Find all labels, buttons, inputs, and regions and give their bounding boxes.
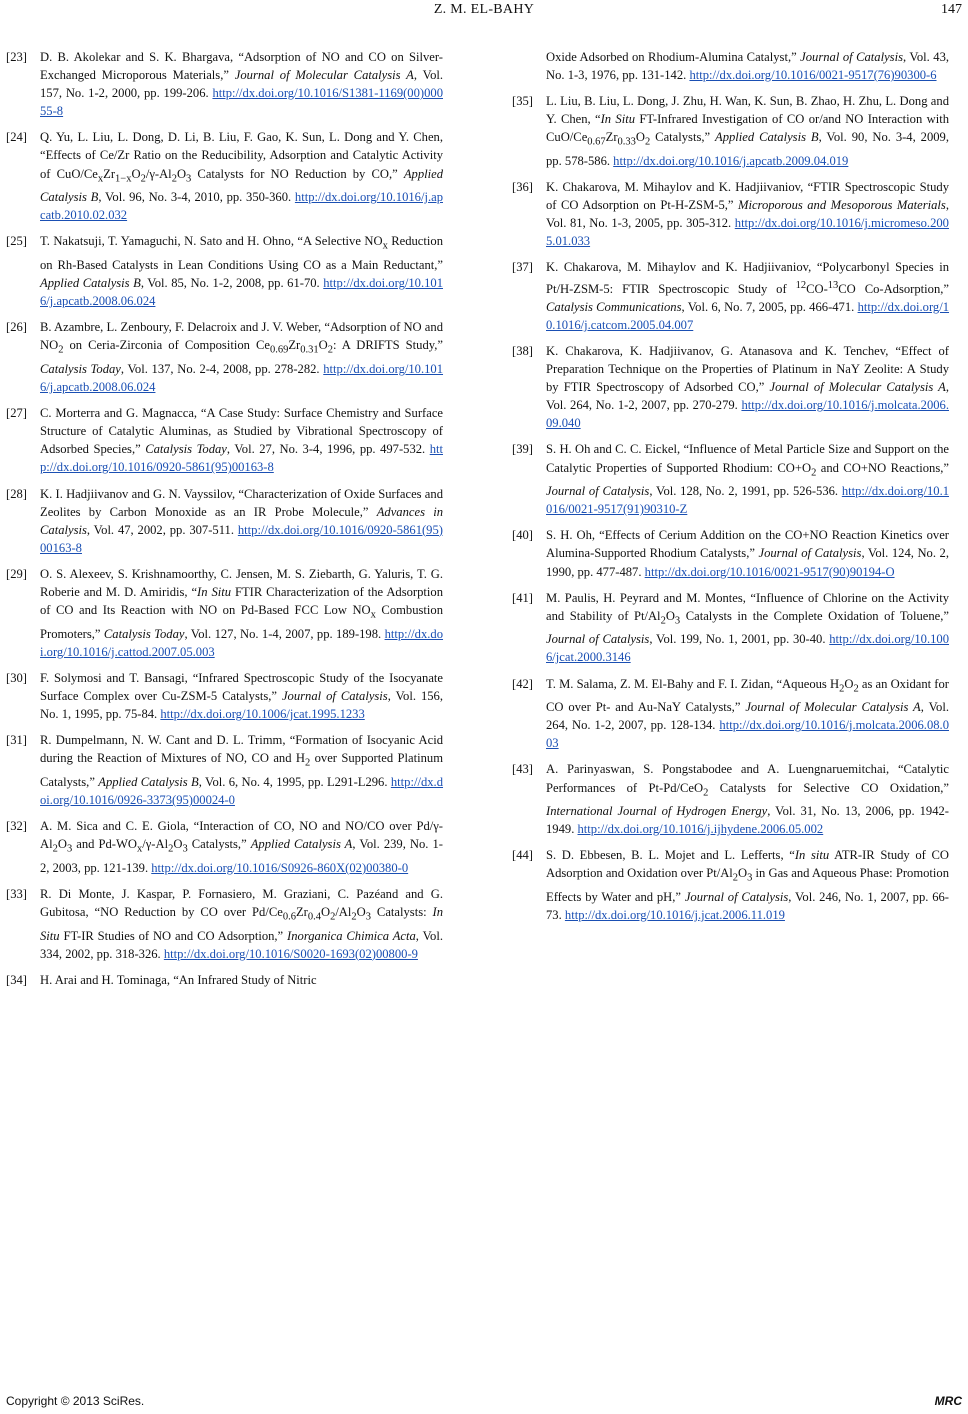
reference-text: S. D. Ebbesen, B. L. Mojet and L. Lefferts, “In situ ATR-IR Study of CO Adsorption and Oxidation over $Pt/Al_2O_3$ in Gas and Aqueous Phase: Promotion Effects by Water and pH,” Journal of Catalysis, Vol. 246, No. 1, 2007, pp. 66-73. bbox=[546, 848, 949, 923]
reference-text: K. Chakarova, K. Hadjiivanov, G. Atanasova and K. Tenchev, “Effect of Preparation Technique on the Properties of Platinum in NaY Zeolite: A Study by FTIR Spectroscopy of Adsorbed CO,” Journal of Molecular Catalysis A, Vol. 264, No. 1-2, 2007, pp. 270-279. bbox=[546, 344, 949, 413]
doi-link[interactable]: http://dx.doi.org/10.1016/0920-5861(95)00163-8 bbox=[40, 442, 443, 475]
reference-entry bbox=[6, 669, 443, 723]
doi-link[interactable]: http://dx.doi.org/10.1016/j.molcata.2006.08.003 bbox=[546, 718, 949, 751]
reference-number: [30] bbox=[6, 670, 27, 685]
reference-text: C. Morterra and G. Magnacca, “A Case Study: Surface Chemistry and Surface Structure of Catalytic Aluminas, as Studied by Vibrational Spectroscopy of Adsorbed Species,” Catalysis Today, Vol. 27, No. 3-4, 1996, pp. 497-532. bbox=[40, 406, 443, 457]
doi-link[interactable]: http://dx.doi.org/10.1016/j.micromeso.2005.01.033 bbox=[546, 216, 949, 249]
doi-link[interactable]: http://dx.doi.org/10.1016/j.molcata.2006.09.040 bbox=[546, 398, 949, 431]
reference-text: S. H. Oh and C. C. Eickel, “Influence of Metal Particle Size and Support on the Catalytic Properties of Supported Rhodium: $CO+O_2$ and CO+NO Reactions,” Journal of Catalysis, Vol. 128, No. 2, 1991, pp. 526-536. bbox=[546, 442, 949, 499]
running-head-author: Z. M. EL-BAHY bbox=[433, 2, 535, 17]
journal-abbreviation: MRC bbox=[934, 1394, 962, 1408]
doi-link[interactable]: http://dx.doi.org/10.1016/0926-3373(95)00024-0 bbox=[40, 774, 444, 807]
reference-text: K. I. Hadjiivanov and G. N. Vayssilov, “Characterization of Oxide Surfaces and Zeolites by Carbon Monoxide as an IR Probe Molecule,” Advances in Catalysis, Vol. 47, 2002, pp. 307-511. bbox=[40, 486, 443, 537]
doi-link[interactable]: http://dx.doi.org/10.1016/S0926-860X(02)00380-0 bbox=[151, 860, 409, 875]
reference-text: A. M. Sica and C. E. Giola, “Interaction of CO, NO and NO/CO over $Pd/\gamma-Al_2O_3$ and $Pd-WO_x/\gamma-Al_2O_3$ Catalysts,” Applied Catalysis A, Vol. 239, No. 1-2, 2003, pp. 121-139. bbox=[40, 819, 443, 875]
reference-entry bbox=[6, 318, 443, 396]
reference-number: [38] bbox=[512, 344, 533, 359]
reference-entry bbox=[512, 440, 949, 518]
reference-text: K. Chakarova, M. Mihaylov and K. Hadjiivaniov, “FTIR Spectroscopic Study of CO Adsorption on Pt-H-ZSM-5,” Microporous and Mesoporous Materials, Vol. 81, No. 1-3, 2005, pp. 305-312. bbox=[546, 180, 949, 231]
reference-text: Q. Yu, L. Liu, L. Dong, D. Li, B. Liu, F. Gao, K. Sun, L. Dong and Y. Chen, “Effects of Ce/Zr Ratio on the Reducibility, Adsorption and Catalytic Activity of CuO/$Ce_xZr_{1-x}O_2/\gamma-Al_2O_3$ Catalysts for NO Reduction by CO,” Applied Catalysis B, Vol. 96, No. 3-4, 2010, pp. 350-360. bbox=[40, 130, 443, 205]
reference-entry bbox=[6, 731, 443, 809]
reference-text: R. Dumpelmann, N. W. Cant and D. L. Trimm, “Formation of Isocyanic Acid during the Reaction of Mixtures of NO, CO and $H_2$ over Supported Platinum Catalysts,” Applied Catalysis B, Vol. 6, No. 4, 1995, pp. L291-L296. bbox=[40, 733, 443, 789]
reference-text: R. Di Monte, J. Kaspar, P. Fornasiero, M. Graziani, C. Pazéand and G. Gubitosa, “NO Reduction by CO over $Pd/Ce_{0.6}Zr_{0.4}O_2/Al_2O_3$ Catalysts: In Situ FT-IR Studies of NO and CO Adsorption,” Inorganica Chimica Acta, Vol. 334, 2002, pp. 318-326. bbox=[40, 886, 443, 961]
reference-entry bbox=[512, 675, 949, 753]
reference-number: [42] bbox=[512, 676, 533, 691]
reference-entry bbox=[512, 258, 949, 334]
reference-entry bbox=[512, 48, 949, 84]
reference-entry bbox=[6, 232, 443, 310]
doi-link[interactable]: http://dx.doi.org/10.1016/j.cattod.2007.05.003 bbox=[40, 626, 444, 659]
reference-entry bbox=[512, 92, 949, 170]
doi-link[interactable]: http://dx.doi.org/10.1016/j.apcatb.2008.06.024 bbox=[40, 361, 444, 395]
page-header bbox=[0, 0, 968, 28]
reference-number: [24] bbox=[6, 130, 27, 145]
reference-text: D. B. Akolekar and S. K. Bhargava, “Adsorption of NO and CO on Silver-Exchanged Microporous Materials,” Journal of Molecular Catalysis A, Vol. 157, No. 1-2, 2000, pp. 199-206. bbox=[40, 50, 444, 101]
reference-number: [40] bbox=[512, 528, 533, 543]
reference-number: [44] bbox=[512, 848, 533, 863]
reference-number: [43] bbox=[512, 762, 533, 777]
reference-text: S. H. Oh, “Effects of Cerium Addition on the CO+NO Reaction Kinetics over Alumina-Supported Rhodium Catalysts,” Journal of Catalysis, Vol. 124, No. 2, 1990, pp. 477-487. bbox=[546, 528, 949, 579]
reference-text: K. Chakarova, M. Mihaylov and K. Hadjiivaniov, “Polycarbonyl Species in Pt/H-ZSM-5: FTIR Spectroscopic Study of $^{12}$CO-$^{13}$CO Co-Adsorption,” Catalysis Communications, Vol. 6, No. 7, 2005, pp. 466-471. bbox=[546, 260, 949, 314]
doi-link[interactable]: http://dx.doi.org/10.1016/0021-9517(90)90194-O bbox=[644, 564, 895, 579]
doi-link[interactable]: http://dx.doi.org/10.1016/S0020-1693(02)00800-9 bbox=[163, 946, 418, 961]
reference-entry bbox=[512, 526, 949, 580]
reference-number: [23] bbox=[6, 50, 27, 64]
doi-link[interactable]: http://dx.doi.org/10.1016/j.ijhydene.2006.05.002 bbox=[577, 822, 824, 837]
reference-text: L. Liu, B. Liu, L. Dong, J. Zhu, H. Wan, K. Sun, B. Zhao, H. Zhu, L. Dong and Y. Chen, “In Situ FT-Infrared Investigation of CO or/and NO Interaction with CuO/$Ce_{0.67}Zr_{0.33}O_2$ Catalysts,” Applied Catalysis B, Vol. 90, No. 3-4, 2009, pp. 578-586. bbox=[546, 94, 949, 168]
copyright-notice: Copyright © 2013 SciRes. bbox=[6, 1394, 145, 1408]
reference-entry bbox=[512, 178, 949, 250]
reference-entry bbox=[6, 48, 443, 120]
reference-text: F. Solymosi and T. Bansagi, “Infrared Spectroscopic Study of the Isocyanate Surface Complex over Cu-ZSM-5 Catalysts,” Journal of Catalysis, Vol. 156, No. 1, 1995, pp. 75-84. bbox=[40, 670, 443, 722]
reference-entry bbox=[6, 128, 443, 224]
reference-number: [36] bbox=[512, 180, 533, 195]
reference-number: [27] bbox=[6, 406, 27, 421]
reference-entry bbox=[512, 589, 949, 667]
reference-entry bbox=[6, 565, 443, 661]
reference-number: [35] bbox=[512, 94, 533, 109]
reference-number: [32] bbox=[6, 819, 27, 834]
page-number: 147 bbox=[941, 2, 962, 17]
doi-link[interactable]: http://dx.doi.org/10.1016/0021-9517(76)90300-6 bbox=[689, 68, 937, 83]
reference-number: [25] bbox=[6, 234, 27, 249]
reference-entry bbox=[6, 404, 443, 476]
reference-number: [28] bbox=[6, 486, 27, 501]
reference-number: [33] bbox=[6, 886, 27, 901]
reference-entry bbox=[6, 885, 443, 963]
reference-text: Oxide Adsorbed on Rhodium-Alumina Catalyst,” Journal of Catalysis, Vol. 43, No. 1-3, 1976, pp. 131-142. bbox=[546, 50, 950, 83]
doi-link[interactable]: http://dx.doi.org/10.1016/0920-5861(95)00163-8 bbox=[40, 522, 443, 555]
reference-entry bbox=[512, 846, 949, 924]
reference-number: [29] bbox=[6, 566, 27, 581]
doi-link[interactable]: http://dx.doi.org/10.1016/j.apcatb.2010.02.032 bbox=[40, 190, 443, 223]
doi-link[interactable]: http://dx.doi.org/10.1016/0021-9517(91)90310-Z bbox=[546, 484, 950, 517]
reference-number: [41] bbox=[512, 590, 533, 605]
reference-text: B. Azambre, L. Zenboury, F. Delacroix and J. V. Weber, “Adsorption of NO and $NO_2$ on Ceria-Zirconia of Composition $Ce_{0.69}Zr_{0.31}O_2$: A DRIFTS Study,” Catalysis Today, Vol. 137, No. 2-4, 2008, pp. 278-282. bbox=[40, 320, 443, 376]
doi-link[interactable]: http://dx.doi.org/10.1006/jcat.2000.3146 bbox=[546, 632, 950, 665]
doi-link[interactable]: http://dx.doi.org/10.1016/j.jcat.2006.11.019 bbox=[564, 908, 785, 923]
reference-text: A. Parinyaswan, S. Pongstabodee and A. Luengnaruemitchai, “Catalytic Performances of Pt-Pd/CeO$_2$ Catalysts for Selective CO Oxidation,” International Journal of Hydrogen Energy, Vol. 31, No. 13, 2006, pp. 1942-1949. bbox=[546, 762, 950, 837]
reference-text: M. Paulis, H. Peyrard and M. Montes, “Influence of Chlorine on the Activity and Stability of $Pt/Al_2O_3$ Catalysts in the Complete Oxidation of Toluene,” Journal of Catalysis, Vol. 199, No. 1, 2001, pp. 30-40. bbox=[546, 590, 949, 647]
reference-number: [31] bbox=[6, 733, 27, 748]
references-right-column bbox=[512, 48, 949, 932]
doi-link[interactable]: http://dx.doi.org/10.1016/j.apcatb.2009.04.019 bbox=[613, 153, 849, 168]
reference-number: [39] bbox=[512, 442, 533, 457]
reference-entry bbox=[6, 817, 443, 877]
doi-link[interactable]: http://dx.doi.org/10.1016/j.apcatb.2008.06.024 bbox=[40, 276, 443, 309]
reference-entry bbox=[6, 485, 443, 557]
doi-link[interactable]: http://dx.doi.org/10.1016/j.catcom.2005.04.007 bbox=[546, 299, 950, 332]
references-left-column bbox=[6, 48, 443, 997]
reference-text: H. Arai and H. Tominaga, “An Infrared Study of Nitric bbox=[40, 972, 317, 987]
reference-text: T. M. Salama, Z. M. El-Bahy and F. I. Zidan, “Aqueous $H_2O_2$ as an Oxidant for CO over Pt- and Au-NaY Catalysts,” Journal of Molecular Catalysis A, Vol. 264, No. 1-2, 2007, pp. 128-134. bbox=[546, 676, 949, 733]
doi-link[interactable]: http://dx.doi.org/10.1006/jcat.1995.1233 bbox=[160, 707, 365, 722]
reference-entry bbox=[6, 971, 443, 989]
reference-number: [37] bbox=[512, 260, 533, 275]
reference-number: [34] bbox=[6, 972, 27, 987]
reference-text: T. Nakatsuji, T. Yamaguchi, N. Sato and H. Ohno, “A Selective $NO_x$ Reduction on Rh-Based Catalysts in Lean Conditions Using CO as a Main Reductant,” Applied Catalysis B, Vol. 85, No. 1-2, 2008, pp. 61-70. bbox=[40, 234, 443, 291]
reference-number: [26] bbox=[6, 320, 27, 335]
reference-text: O. S. Alexeev, S. Krishnamoorthy, C. Jensen, M. S. Ziebarth, G. Yaluris, T. G. Roberie and M. D. Amiridis, “In Situ FTIR Characterization of the Adsorption of CO and Its Reaction with NO on Pd-Based FCC Low $NO_x$ Combustion Promoters,” Catalysis Today, Vol. 127, No. 1-4, 2007, pp. 189-198. bbox=[40, 566, 443, 641]
reference-entry bbox=[512, 760, 949, 838]
doi-link[interactable]: http://dx.doi.org/10.1016/S1381-1169(00)00055-8 bbox=[40, 86, 443, 119]
reference-entry bbox=[512, 342, 949, 432]
